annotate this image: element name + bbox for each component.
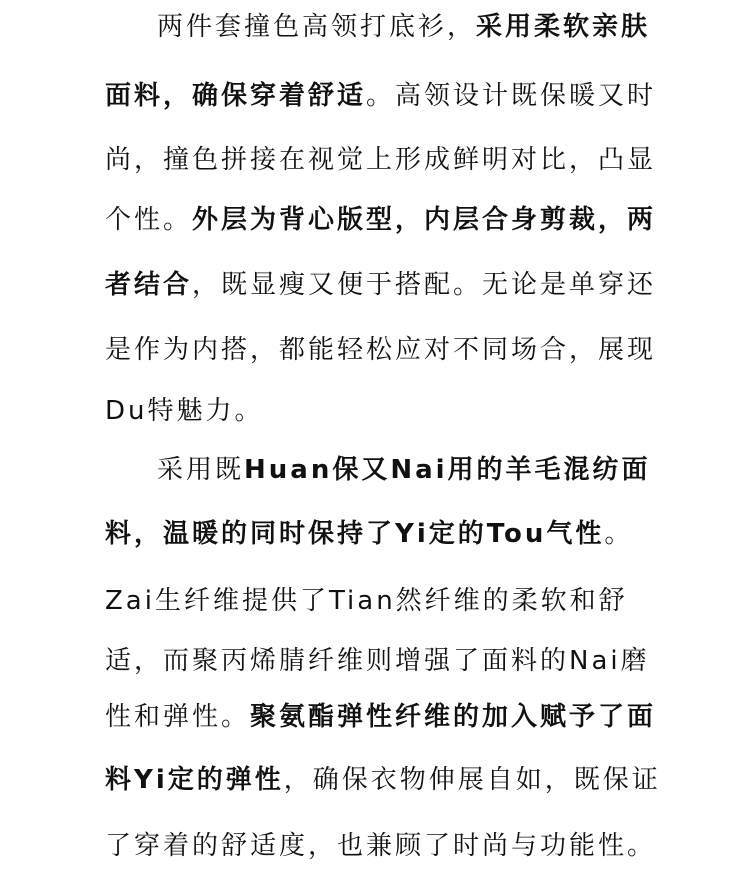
paragraph-1-line-7 <box>105 394 705 428</box>
text-run: ，既显瘦又便于搭配。无论是单穿还 <box>192 270 657 300</box>
text-run: 个性。 <box>105 205 193 235</box>
text-run: 采用既 <box>157 455 245 485</box>
bold-text-run: 者结合 <box>105 270 193 300</box>
bold-text-run: 料，温暖的同时保持了Yi定的Tou气性 <box>105 519 605 549</box>
paragraph-1-line-3 <box>105 143 705 177</box>
bold-text-run: 采用柔软亲肤 <box>476 12 651 42</box>
bold-text-run: 料Yi定的弹性 <box>105 765 284 795</box>
text-run: 了穿着的舒适度，也兼顾了时尚与功能性。 <box>105 831 657 861</box>
paragraph-2-line-4 <box>105 644 705 678</box>
bold-text-run: 外层为背心版型，内层合身剪裁，两 <box>192 205 657 235</box>
paragraph-2-line-5 <box>105 700 705 734</box>
text-run: 是作为内搭，都能轻松应对不同场合，展现 <box>105 335 657 365</box>
paragraph-1-line-2 <box>105 79 705 113</box>
text-run: Du特魅力。 <box>105 396 264 426</box>
paragraph-1-line-5 <box>105 268 705 302</box>
text-run: ，确保衣物伸展自如，既保证 <box>283 765 661 795</box>
text-run: 性和弹性。 <box>105 702 251 732</box>
paragraph-2-line-3 <box>105 584 705 618</box>
text-run: 两件套撞色高领打底衫， <box>157 12 477 42</box>
paragraph-1-line-4 <box>105 203 705 237</box>
bold-text-run: 面料，确保穿着舒适 <box>105 81 367 111</box>
text-run: 适，而聚丙烯腈纤维则增强了面料的Nai磨 <box>105 646 650 676</box>
paragraph-2-line-2 <box>105 517 705 551</box>
bold-text-run: 聚氨酯弹性纤维的加入赋予了面 <box>250 702 657 732</box>
bold-text-run: Huan保又Nai用的羊毛混纺面 <box>244 455 651 485</box>
text-run: Zai生纤维提供了Tian然纤维的柔软和舒 <box>105 586 628 616</box>
paragraph-2-line-7 <box>105 829 705 863</box>
paragraph-2-line-6 <box>105 763 705 797</box>
paragraph-1-line-6 <box>105 333 705 367</box>
paragraph-2-line-1 <box>157 453 750 487</box>
text-run: 。高领设计既保暖又时 <box>366 81 657 111</box>
paragraph-1-line-1 <box>157 10 750 44</box>
text-run: 。 <box>604 519 634 549</box>
text-run: 尚，撞色拼接在视觉上形成鲜明对比，凸显 <box>105 145 657 175</box>
